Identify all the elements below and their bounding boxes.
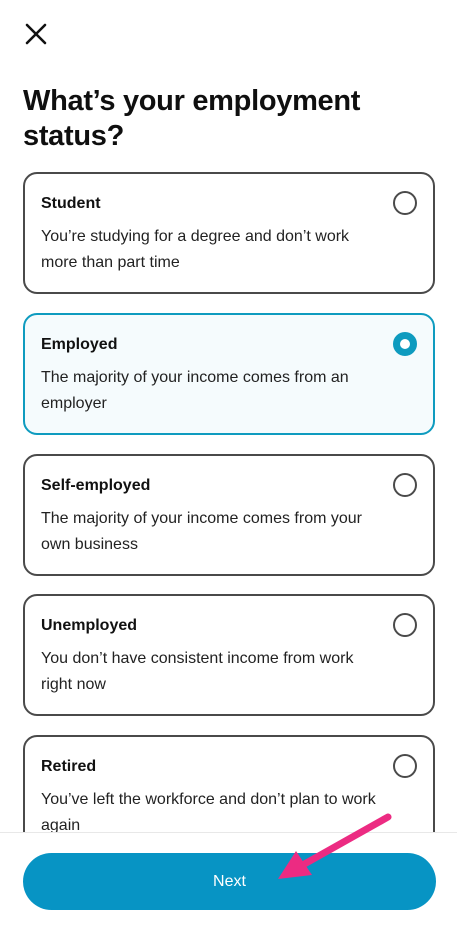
page-title: What’s your employment status? [23,85,361,152]
option-title: Employed [41,336,118,353]
option-title: Self-employed [41,477,151,494]
option-description: You don’t have consistent income from work right now [41,650,354,693]
option-description: The majority of your income comes from your own business [41,510,362,553]
option-title: Retired [41,758,97,775]
radio-button[interactable] [393,473,417,497]
radio-button-selected[interactable] [393,332,417,356]
option-description: You’re studying for a degree and don’t work more than part time [41,228,350,271]
radio-button[interactable] [393,191,417,215]
option-retired[interactable] [23,735,435,832]
radio-button[interactable] [393,754,417,778]
option-description: The majority of your income comes from an employer [41,369,349,412]
option-unemployed[interactable] [23,594,435,716]
option-description: You’ve left the workforce and don’t plan to work again [41,791,376,832]
option-self-employed[interactable] [23,454,435,576]
option-title: Unemployed [41,617,138,634]
option-employed[interactable] [23,313,435,435]
next-button[interactable]: Next [23,853,436,910]
radio-button[interactable] [393,613,417,637]
option-title: Student [41,195,101,212]
footer-bar [0,832,457,945]
option-student[interactable] [23,172,435,294]
